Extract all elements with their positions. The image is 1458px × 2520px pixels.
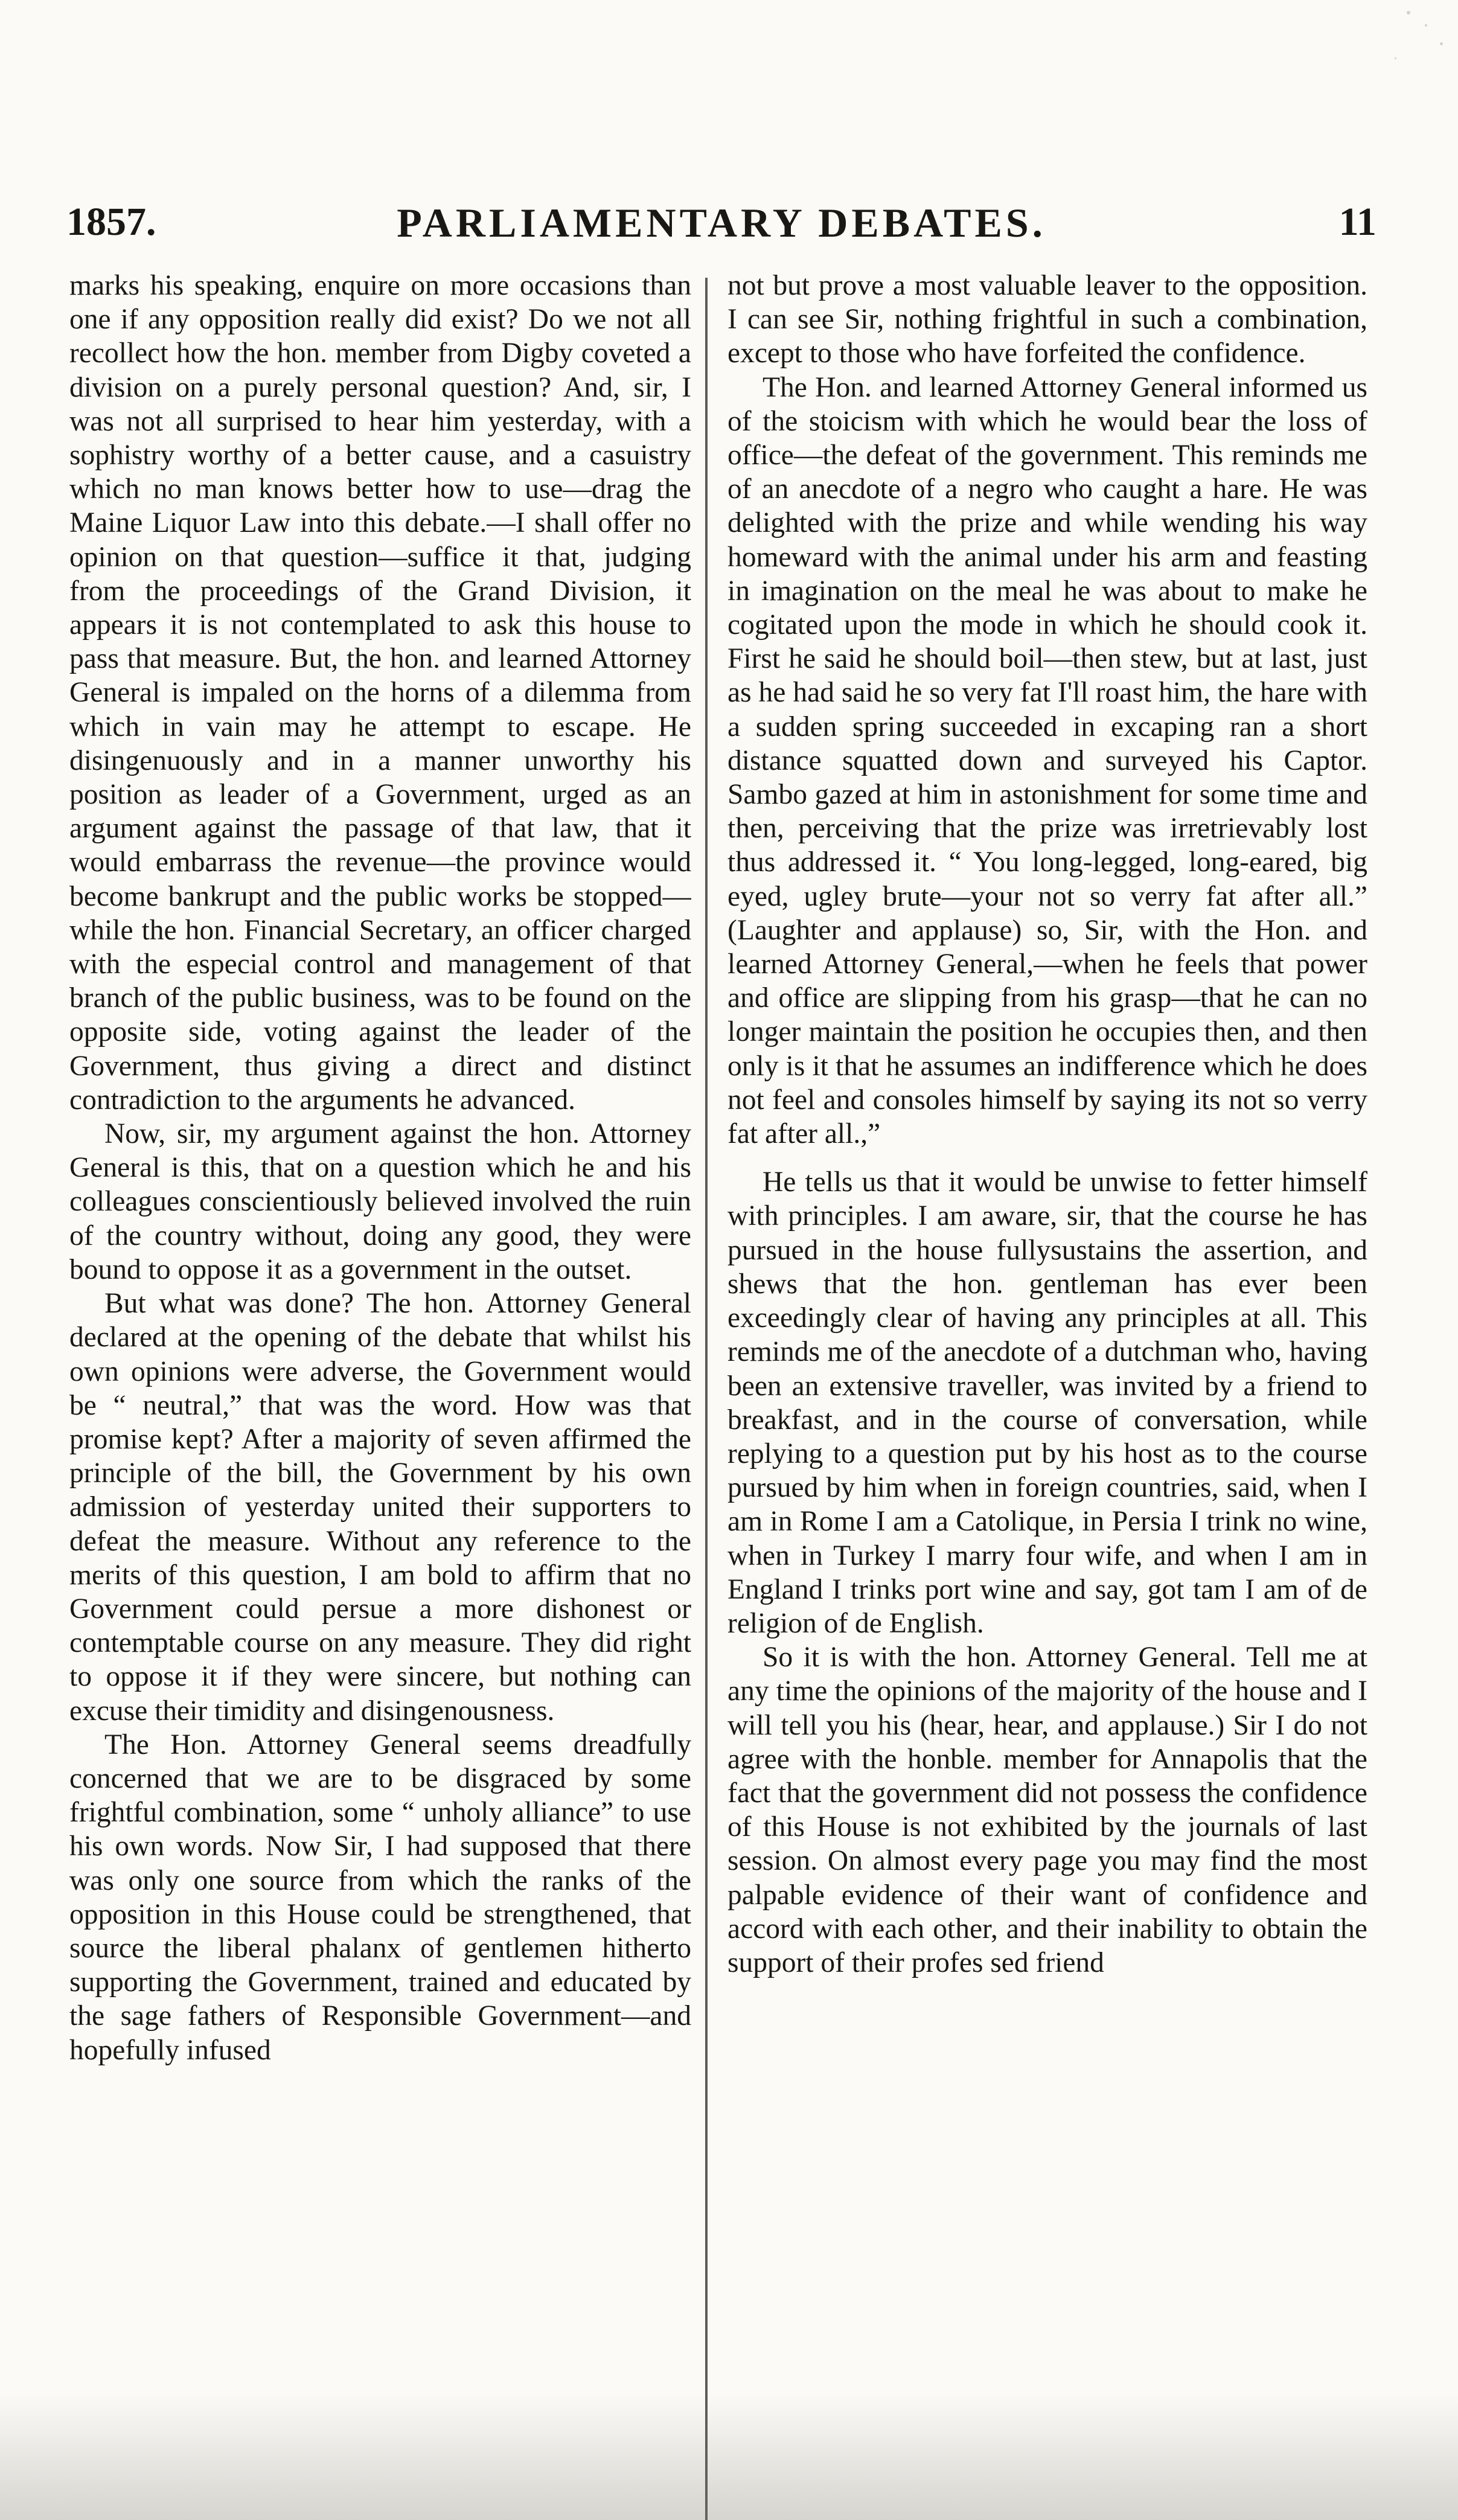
- running-header: [66, 199, 1376, 266]
- right-paragraph-2: The Hon. and learned Attorney General informed us of the stoicism with which he would bear the loss of office—the defeat of the government. This reminds me of an anecdote of a negro who caught a hare. He was delighted with the prize and while wending his way homeward with the animal under his arm and feasting in imagination on the meal he was about to make he cogitated upon the mode in which he should cook it. First he said he should boil—then stew, but at last, just as he had said he so very fat I'll roast him, the hare with a sudden spring succeeded in excaping ran a short distance squatted down and surveyed his Captor. Sambo gazed at him in astonishment for some time and then, perceiving that the prize was irretrievably lost thus addressed it. “ You long-legged, long-eared, big eyed, ugley brute—your not so verry fat after all.” (Laughter and applause) so, Sir, with the Hon. and learned Attorney General,—when he feels that power and office are slipping from his grasp—that he can no longer maintain the position he occupies then, and then only is it that he assumes an indifference which he does not feel and consoles himself by saying its not so verry fat after all.,”: [727, 371, 1367, 1150]
- print-speck: [1425, 24, 1427, 27]
- right-paragraph-1: not but prove a most valuable leaver to the opposition. I can see Sir, nothing frightful in such a combination, except to those who have forfeited the confidence.: [727, 270, 1367, 369]
- left-column: [69, 269, 691, 2520]
- column-divider: [705, 278, 708, 2520]
- print-speck: [1395, 57, 1396, 59]
- print-speck: [1407, 11, 1410, 14]
- right-paragraph-3: He tells us that it would be unwise to fetter himself with principles. I am aware, sir, that the course he has pursued in the house fullysustains the assertion, and shews that the hon. gentleman has ever been exceedingly clear of having any principles at all. This reminds me of the anecdote of a dutchman who, having been an extensive traveller, was invited by a friend to breakfast, and in the course of conversation, while replying to a question put by his host as to the course pursued by him when in foreign countries, said, when I am in Rome I am a Catolique, in Persia I trink no wine, when in Turkey I marry four wife, and when I am in England I trinks port wine and say, got tam I am of de religion of de English.: [727, 1166, 1367, 1639]
- right-paragraph-4: So it is with the hon. Attorney General. Tell me at any time the opinions of the majority of the house and I will tell you his (hear, hear, and applause.) Sir I do not agree with the honble. member for Annapolis that the fact that the government did not possess the confidence of this House is not exhibited by the journals of last session. On almost every page you may find the most palpable evidence of their want of confidence and accord with each other, and their inability to obtain the support of their profes sed friend: [727, 1642, 1367, 1978]
- left-paragraph-1: marks his speaking, enquire on more occasions than one if any opposition really did exist? Do we not all recollect how the hon. member from Digby coveted a division on a purely personal question? And, sir, I was not all surprised to hear him yesterday, with a sophistry worthy of a better cause, and a casuistry which no man knows better how to use—drag the Maine Liquor Law into this debate.—I shall offer no opinion on that question—suffice it that, judging from the proceedings of the Grand Division, it appears it is not contemplated to ask this house to pass that measure. But, the hon. and learned Attorney General is impaled on the horns of a dilemma from which in vain may he attempt to escape. He disingenuously and in a manner unworthy his position as leader of a Government, urged as an argument against the passage of that law, that it would embarrass the revenue—the province would become bankrupt and the public works be stopped—while the hon. Financial Secretary, an officer charged with the especial control and management of that branch of the public business, was to be found on the opposite side, voting against the leader of the Government, thus giving a direct and distinct contradiction to the arguments he advanced.: [69, 270, 691, 1116]
- page-number: 11: [1338, 200, 1376, 244]
- header-year: 1857.: [66, 200, 156, 244]
- left-paragraph-3: But what was done? The hon. Attorney General declared at the opening of the debate that whilst his own opinions were adverse, the Government would be “ neutral,” that was the word. How was that promise kept? After a majority of seven affirmed the principle of the bill, the Government by his own admission of yesterday united their supporters to defeat the measure. Without any reference to the merits of this question, I am bold to affirm that no Government could persue a more dishonest or contemptable course on any measure. They did right to oppose it if they were sincere, but nothing can excuse their timidity and disingenousness.: [69, 1288, 691, 1727]
- header-title: PARLIAMENTARY DEBATES.: [397, 200, 1046, 246]
- right-column: [727, 269, 1367, 2520]
- left-paragraph-2: Now, sir, my argument against the hon. Attorney General is this, that on a question which he and his colleagues conscientiously believed involved the ruin of the country without, doing any good, they were bound to oppose it as a government in the outset.: [69, 1118, 691, 1285]
- print-speck: [1440, 42, 1443, 45]
- left-paragraph-4: The Hon. Attorney General seems dreadfully concerned that we are to be disgraced by some frightful combination, some “ unholy alliance” to use his own words. Now Sir, I had supposed that there was only one source from which the ranks of the opposition in this House could be strengthened, that source the liberal phalanx of gentlemen hitherto supporting the Government, trained and educated by the sage fathers of Responsible Government—and hopefully infused: [69, 1729, 691, 2066]
